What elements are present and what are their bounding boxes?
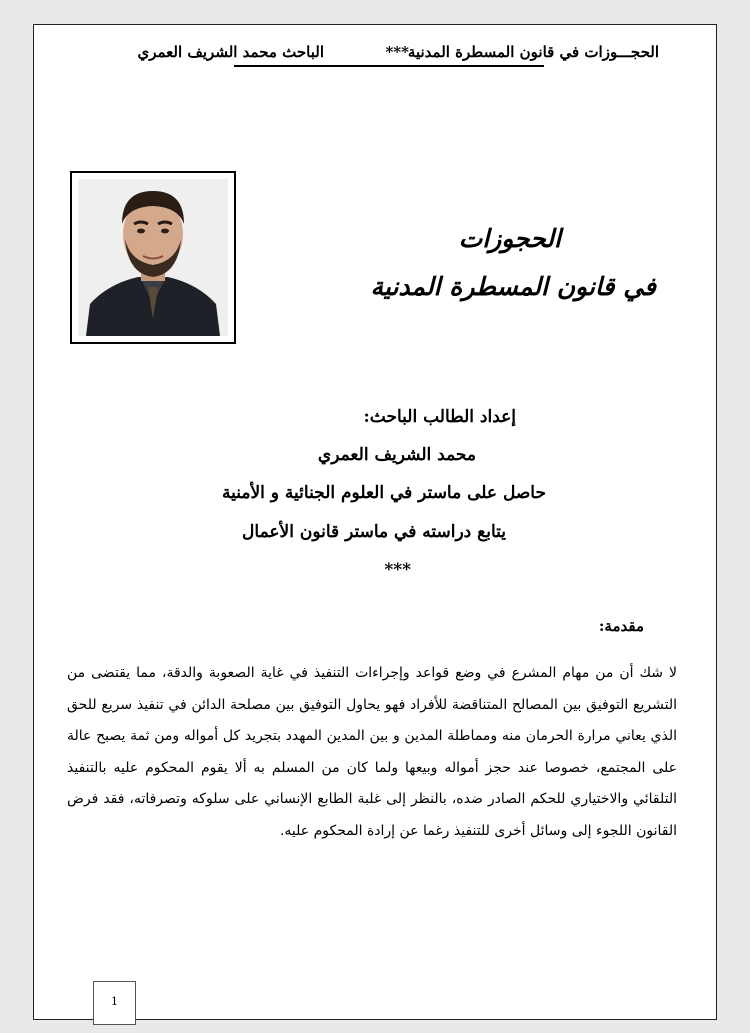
- header-underline: [234, 65, 544, 67]
- page-number: 1: [93, 981, 136, 1025]
- author-photo: [78, 179, 228, 336]
- author-block-stars: ***: [384, 560, 411, 580]
- title-line-1: الحجوزات: [458, 224, 561, 253]
- title-line-2: في قانون المسطرة المدنية: [370, 272, 656, 301]
- header-title: الحجـــوزات في قانون المسطرة المدنية: [407, 43, 659, 61]
- prepared-by-label: إعداد الطالب الباحث:: [363, 407, 516, 427]
- author-portrait-image: [78, 179, 228, 336]
- header-author: الباحث محمد الشريف العمري: [137, 43, 324, 61]
- document-page: [33, 24, 717, 1020]
- running-header: [89, 41, 659, 71]
- author-studies: يتابع دراسته في ماستر قانون الأعمال: [242, 522, 506, 542]
- header-separator: ***: [385, 43, 409, 61]
- author-name: محمد الشريف العمري: [317, 445, 476, 465]
- author-photo-frame: [70, 171, 236, 344]
- document-title: [316, 215, 656, 311]
- intro-paragraph: لا شك أن من مهام المشرع في وضع قواعد وإجراءات التنفيذ في غاية الصعوبة والدقة، مما يقتضى من التشريع التوفيق بين المصالح المتناقضة للأفراد فهو يحاول التوفيق بين مصلحة الدائن في تنفيذ سريع للحق الذي يعاني مرارة الحرمان منه ومماطلة المدين و بين المدين المهدد بتجريد كل أمواله ومن ثمة يصبح عالة على المجتمع، خصوصا عند حجز أمواله وبيعها ولما كان من المسلم به ألا يقوم المحكوم عليه بالتنفيذ التلقائي والاختياري للحكم الصادر ضده، بالنظر إلى غلبة الطابع الإنساني على سلوكه وتصرفاته، فقد فرض القانون اللجوء إلى وسائل أخرى للتنفيذ رغما عن إرادة المحكوم عليه.: [67, 665, 677, 839]
- author-degree: حاصل على ماستر في العلوم الجنائية و الأمنية: [221, 483, 546, 503]
- intro-heading: مقدمة:: [598, 617, 644, 635]
